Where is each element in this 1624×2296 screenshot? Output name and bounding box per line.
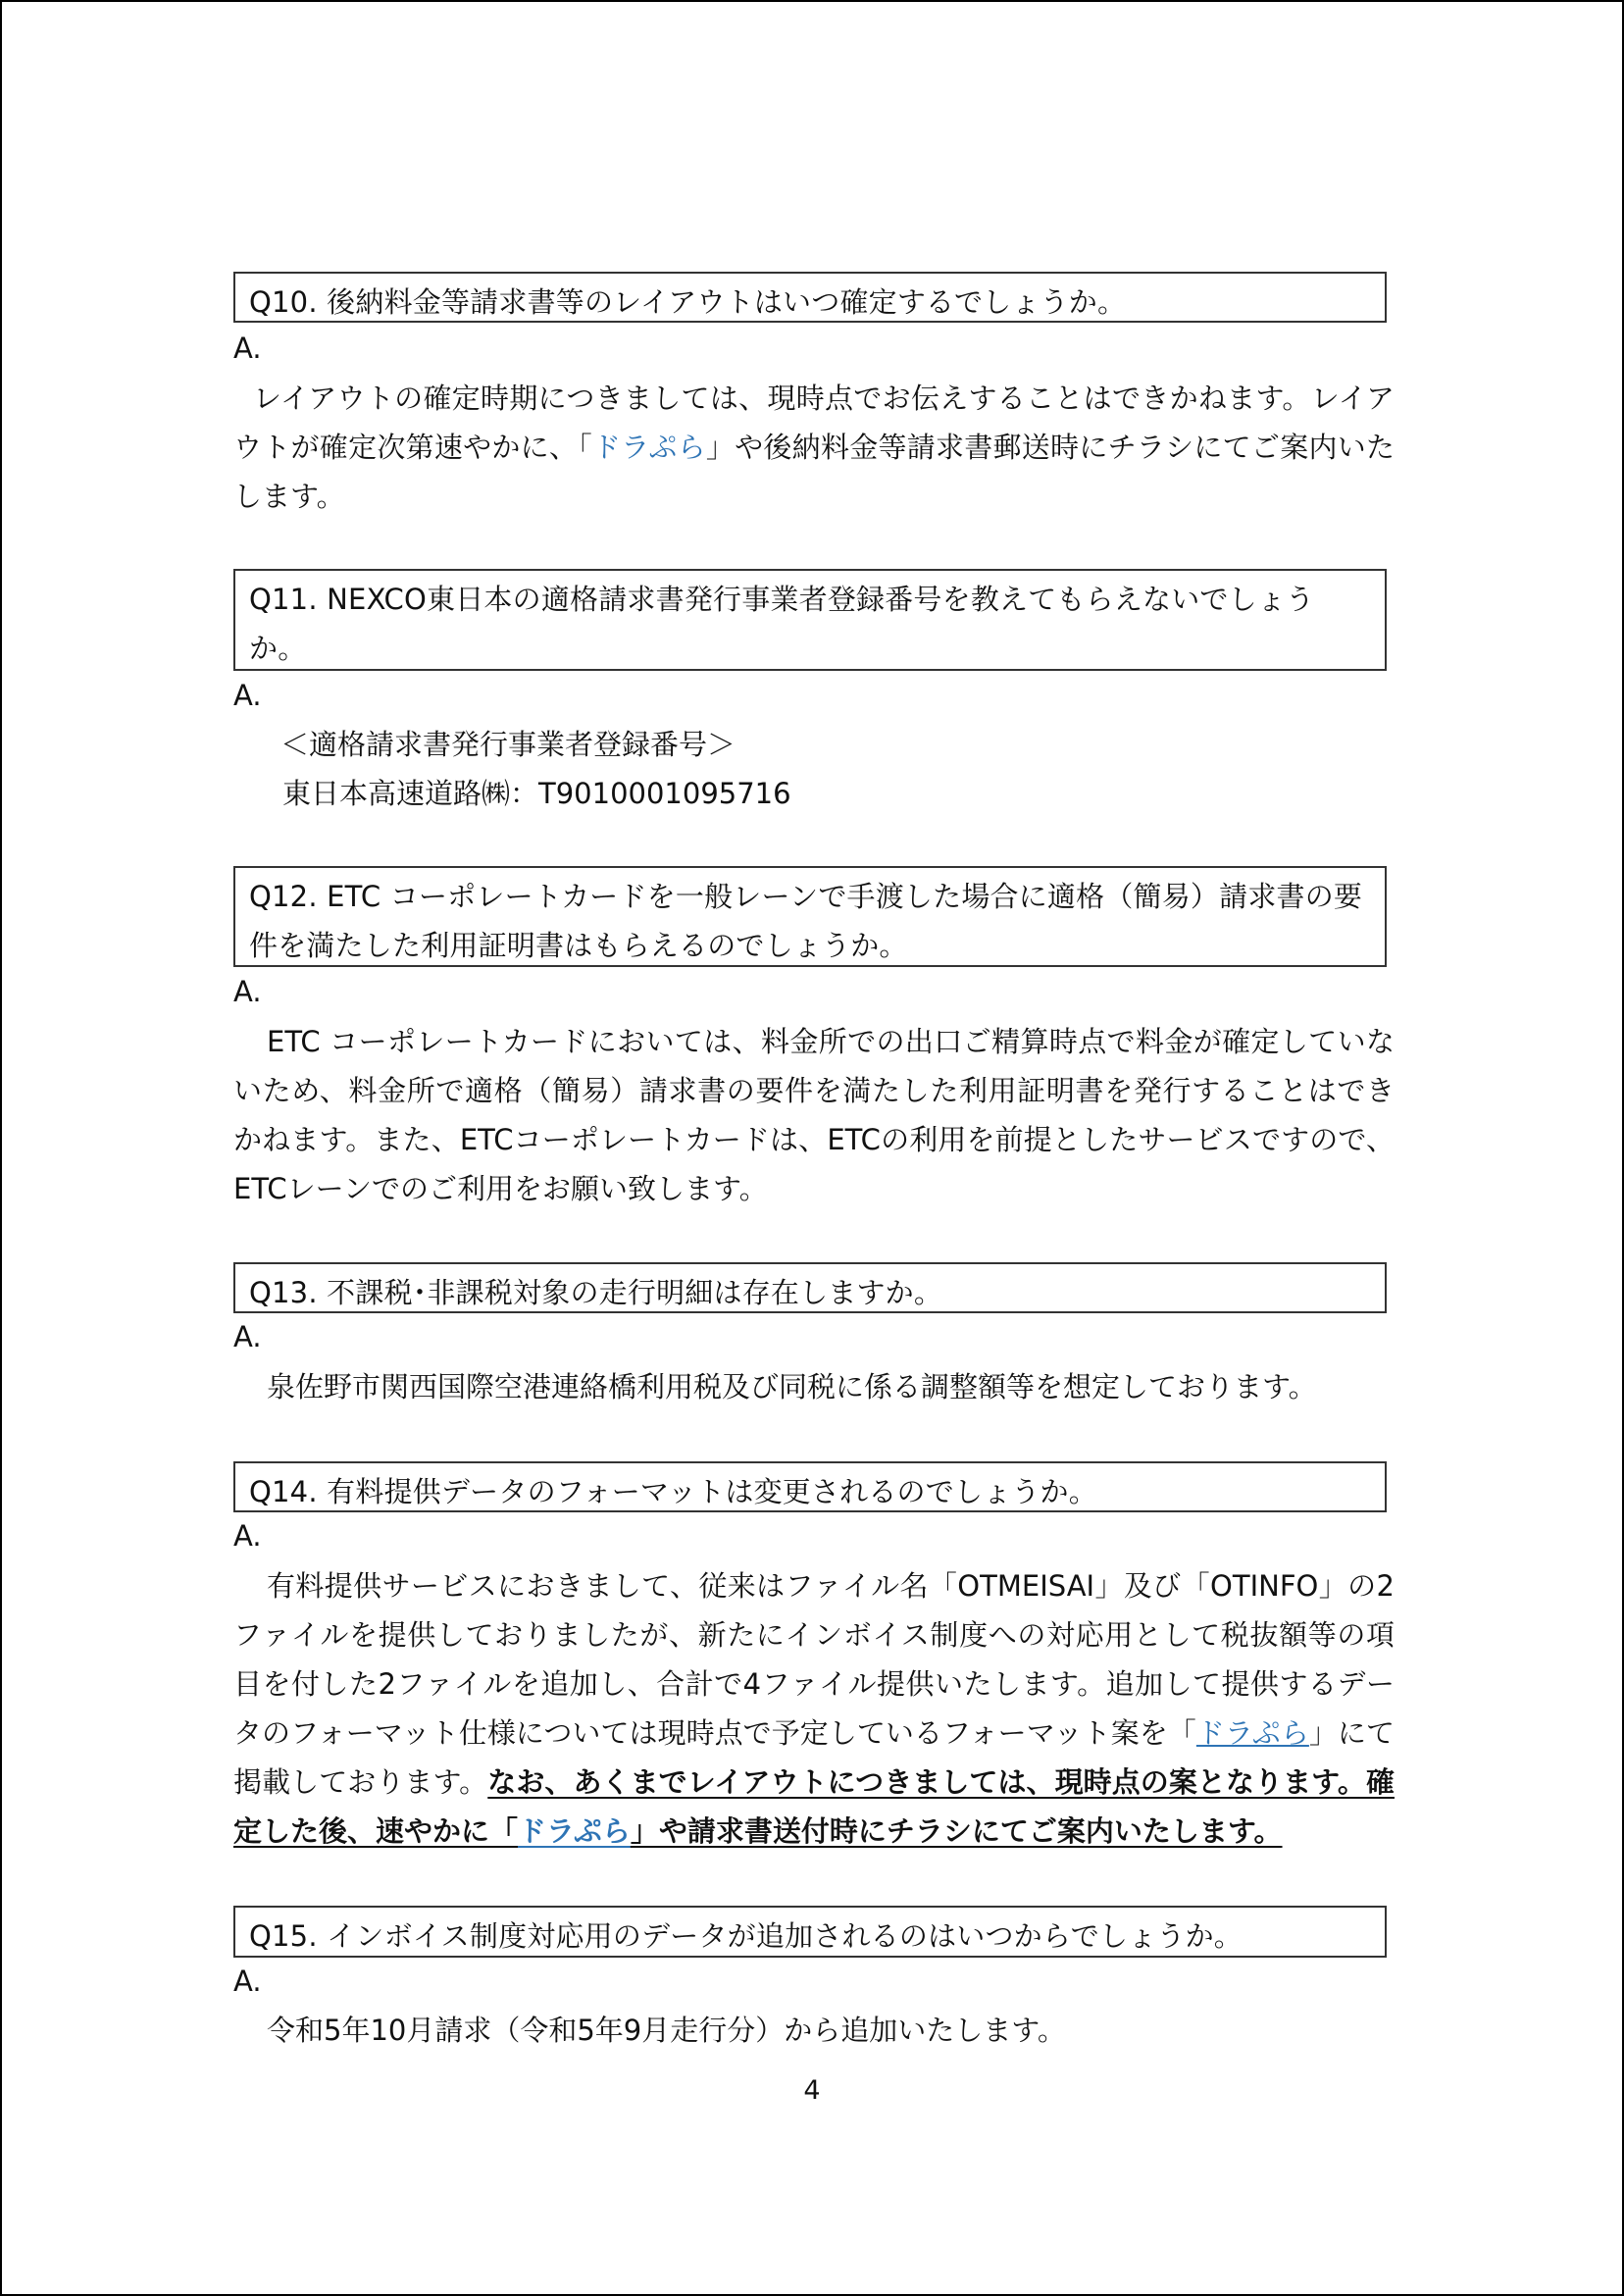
question-text: Q13. 不課税･非課税対象の走行明細は存在しますか。 [249,1276,943,1309]
registration-number-value: 東日本高速道路㈱：T9010001095716 [282,777,791,810]
answer-label: A. [233,1519,262,1553]
dorapura-link[interactable]: ドラぷら [518,1814,631,1848]
question-box-q14 [233,1461,1387,1512]
question-text: Q14. 有料提供データのフォーマットは変更されるのでしょうか。 [249,1475,1097,1508]
answer-text-q15: 令和5年10月請求（令和5年9月走行分）から追加いたします。 [267,2014,1066,2047]
question-box-q13 [233,1262,1387,1313]
question-text: Q11. NEXCO東日本の適格請求書発行事業者登録番号を教えてもらえないでしょうか。 [249,583,1315,665]
question-text: Q12. ETC コーポレートカードを一般レーンで手渡した場合に適格（簡易）請求書の要件を満たした利用証明書はもらえるのでしょうか。 [249,880,1363,962]
answer-label: A. [233,1320,262,1353]
question-box-q10 [233,272,1387,323]
answer-text-q12: ETC コーポレートカードにおいては、料金所での出口ご精算時点で料金が確定していないため、料金所で適格（簡易）請求書の要件を満たした利用証明書を発行することはできかねます。また、ETCコーポレートカードは、ETCの利用を前提としたサービスですので、ETCレーンでのご利用をお願い致します。 [233,1025,1395,1205]
question-text: Q10. 後納料金等請求書等のレイアウトはいつ確定するでしょうか。 [249,285,1127,319]
question-box-q12 [233,866,1387,967]
dorapura-link[interactable]: ドラぷら [591,431,706,464]
emphasis-note: なお、あくまでレイアウトにつきましては、現時点の案となります。確定した後、速やかに「ドラぷら」や請求書送付時にチラシにてご案内いたします。 [233,1765,1395,1848]
page-number: 4 [803,2075,821,2106]
answer-text-q10: レイアウトの確定時期につきましては、現時点でお伝えすることはできかねます。レイアウトが確定次第速やかに、「ドラぷら」や後納料金等請求書郵送時にチラシにてご案内いたします。 [233,382,1395,513]
answer-text-q14: 有料提供サービスにおきまして、従来はファイル名「OTMEISAI」及び「OTINFO」の2ファイルを提供しておりましたが、新たにインボイス制度への対応用として税抜額等の項目を付した2ファイルを追加し、合計で4ファイル提供いたします。追加して提供するデータのフォーマット仕様については現時点で予定しているフォーマット案を「ドラぷら」にて掲載しております。なお、あくまでレイアウトにつきましては、現時点の案となります。確定した後、速やかに「ドラぷら」や請求書送付時にチラシにてご案内いたします。 [233,1569,1396,1848]
dorapura-link[interactable]: ドラぷら [1195,1716,1309,1750]
answer-label: A. [233,975,262,1008]
question-box-q11 [233,569,1387,671]
question-box-q15 [233,1906,1387,1958]
question-text: Q15. インボイス制度対応用のデータが追加されるのはいつからでしょうか。 [249,1919,1243,1953]
answer-text-q13: 泉佐野市関西国際空港連絡橋利用税及び同税に係る調整額等を想定しております。 [267,1370,1317,1403]
registration-number-heading: ＜適格請求書発行事業者登録番号＞ [280,728,736,761]
answer-label: A. [233,1964,262,1998]
answer-label: A. [233,679,262,712]
answer-label: A. [233,332,262,365]
